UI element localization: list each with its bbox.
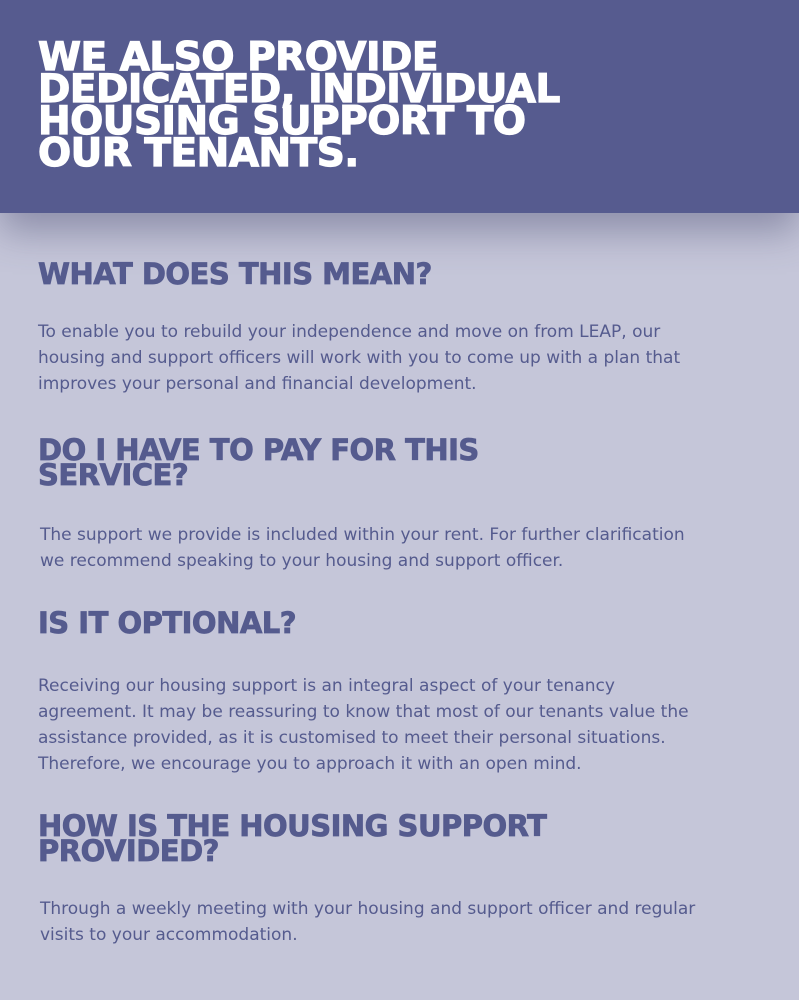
body-line: agreement. It may be reassuring to know that most of our tenants value the: [38, 702, 689, 722]
body-line: improves your personal and financial development.: [38, 374, 477, 394]
section-heading-is-it-optional: [38, 606, 297, 640]
section-body-is-it-optional: [38, 673, 768, 777]
hero-title-line: WE ALSO PROVIDE: [38, 35, 439, 80]
body-line: we recommend speaking to your housing and support officer.: [40, 551, 564, 571]
heading-line: IS IT OPTIONAL?: [38, 606, 297, 640]
heading-line: DO I HAVE TO PAY FOR THIS: [38, 433, 479, 467]
section-body-do-i-have-to-pay: [40, 522, 770, 574]
hero-title: [38, 35, 560, 176]
hero-banner: [0, 0, 799, 213]
body-line: housing and support officers will work with you to come up with a plan that: [38, 348, 681, 368]
hero-title-line: DEDICATED, INDIVIDUAL: [38, 67, 560, 112]
body-line: visits to your accommodation.: [40, 925, 298, 945]
heading-line: WHAT DOES THIS MEAN?: [38, 257, 432, 291]
body-line: The support we provide is included within your rent. For further clarification: [40, 525, 685, 545]
heading-line: HOW IS THE HOUSING SUPPORT: [38, 809, 547, 843]
body-line: Receiving our housing support is an integral aspect of your tenancy: [38, 676, 615, 696]
body-line: assistance provided, as it is customised to meet their personal situations.: [38, 728, 666, 748]
heading-line: PROVIDED?: [38, 834, 219, 868]
section-heading-do-i-have-to-pay: [38, 433, 479, 492]
hero-title-line: HOUSING SUPPORT TO: [38, 99, 526, 144]
section-heading-how-is-support-provided: [38, 809, 547, 868]
heading-line: SERVICE?: [38, 458, 189, 492]
section-heading-what-does-this-mean: [38, 257, 432, 291]
section-body-what-does-this-mean: [38, 319, 768, 397]
body-line: Through a weekly meeting with your housing and support officer and regular: [40, 899, 696, 919]
section-body-how-is-support-provided: [40, 896, 770, 948]
body-line: To enable you to rebuild your independence and move on from LEAP, our: [38, 322, 661, 342]
body-line: Therefore, we encourage you to approach it with an open mind.: [38, 754, 582, 774]
hero-title-line: OUR TENANTS.: [38, 131, 359, 176]
